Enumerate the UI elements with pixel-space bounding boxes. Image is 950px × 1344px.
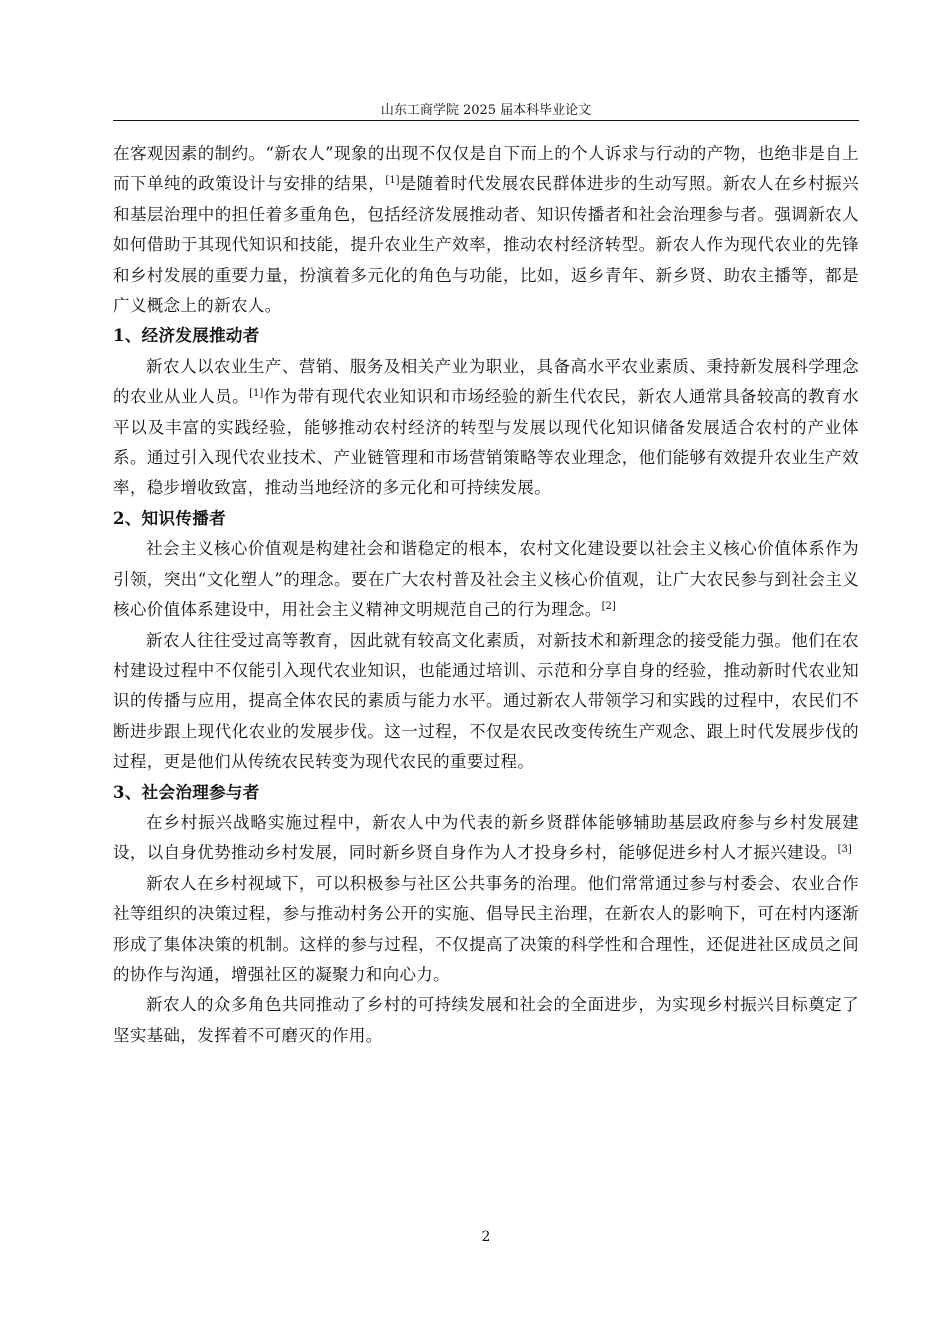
citation-ref: [3] [837,844,852,856]
paragraph: 在乡村振兴战略实施过程中，新农人中为代表的新乡贤群体能够辅助基层政府参与乡村发展建设，以自身优势推动乡村发展，同时新乡贤自身作为人才投身乡村，能够促进乡村人才振兴建设。[3] [113,812,859,863]
section-heading: 3、社会治理参与者 [113,782,260,802]
section-heading: 2、知识传播者 [113,508,226,528]
paragraph: 社会主义核心价值观是构建社会和谐稳定的根本，农村文化建设要以社会主义核心价值体系作为引领，突出“文化塑人”的理念。要在广大农村普及社会主义核心价值观，让广大农民参与到社会主义核心价值体系建设中，用社会主义精神文明规范自己的行为理念。[2] [113,539,859,620]
paragraph: 在客观因素的制约。“新农人”现象的出现不仅仅是自下而上的个人诉求与行动的产物，也绝非是自上而下单纯的政策设计与安排的结果，[1]是随着时代发展农民群体进步的生动写照。新农人在乡村振兴和基层治理中的担任着多重角色，包括经济发展推动者、知识传播者和社会治理参与者。强调新农人如何借助于其现代知识和技能，提升农业生产效率，推动农村经济转型。新农人作为现代农业的先锋和乡村发展的重要力量，扮演着多元化的角色与功能，比如，返乡青年、新乡贤、助农主播等，都是广义概念上的新农人。 [113,144,859,316]
citation-ref: [2] [601,601,616,613]
citation-ref: [1] [385,175,400,187]
page-number: 2 [481,1229,491,1245]
section-heading: 1、经济发展推动者 [113,326,260,346]
paragraph: 新农人往往受过高等教育，因此就有较高文化素质，对新技术和新理念的接受能力强。他们在农村建设过程中不仅能引入现代农业知识，也能通过培训、示范和分享自身的经验，推动新时代农业知识的传播与应用，提高全体农民的素质与能力水平。通过新农人带领学习和实践的过程中，农民们不断进步跟上现代化农业的发展步伐。这一过程，不仅是农民改变传统生产观念、跟上时代发展步伐的过程，更是他们从传统农民转变为现代农民的重要过程。 [113,630,859,772]
citation-ref: [1] [249,388,264,400]
paragraph: 新农人以农业生产、营销、服务及相关产业为职业，具备高水平农业素质、秉持新发展科学理念的农业从业人员。[1]作为带有现代农业知识和市场经验的新生代农民，新农人通常具备较高的教育水平以及丰富的实践经验，能够推动农村经济的转型与发展以现代化知识储备发展适合农村的产业体系。通过引入现代农业技术、产业链管理和市场营销策略等农业理念，他们能够有效提升农业生产效率，稳步增收致富，推动当地经济的多元化和可持续发展。 [113,356,859,498]
paragraph: 新农人的众多角色共同推动了乡村的可持续发展和社会的全面进步，为实现乡村振兴目标奠定了坚实基础，发挥着不可磨灭的作用。 [113,995,859,1045]
header-rule [113,120,859,121]
document-body [113,139,859,1051]
running-header: 山东工商学院 2025 届本科毕业论文 [380,103,592,118]
paragraph: 新农人在乡村视域下，可以积极参与社区公共事务的治理。他们常常通过参与村委会、农业合作社等组织的决策过程，参与推动村务公开的实施、倡导民主治理，在新农人的影响下，可在村内逐渐形成了集体决策的机制。这样的参与过程，不仅提高了决策的科学性和合理性，还促进社区成员之间的协作与沟通，增强社区的凝聚力和向心力。 [113,873,859,984]
